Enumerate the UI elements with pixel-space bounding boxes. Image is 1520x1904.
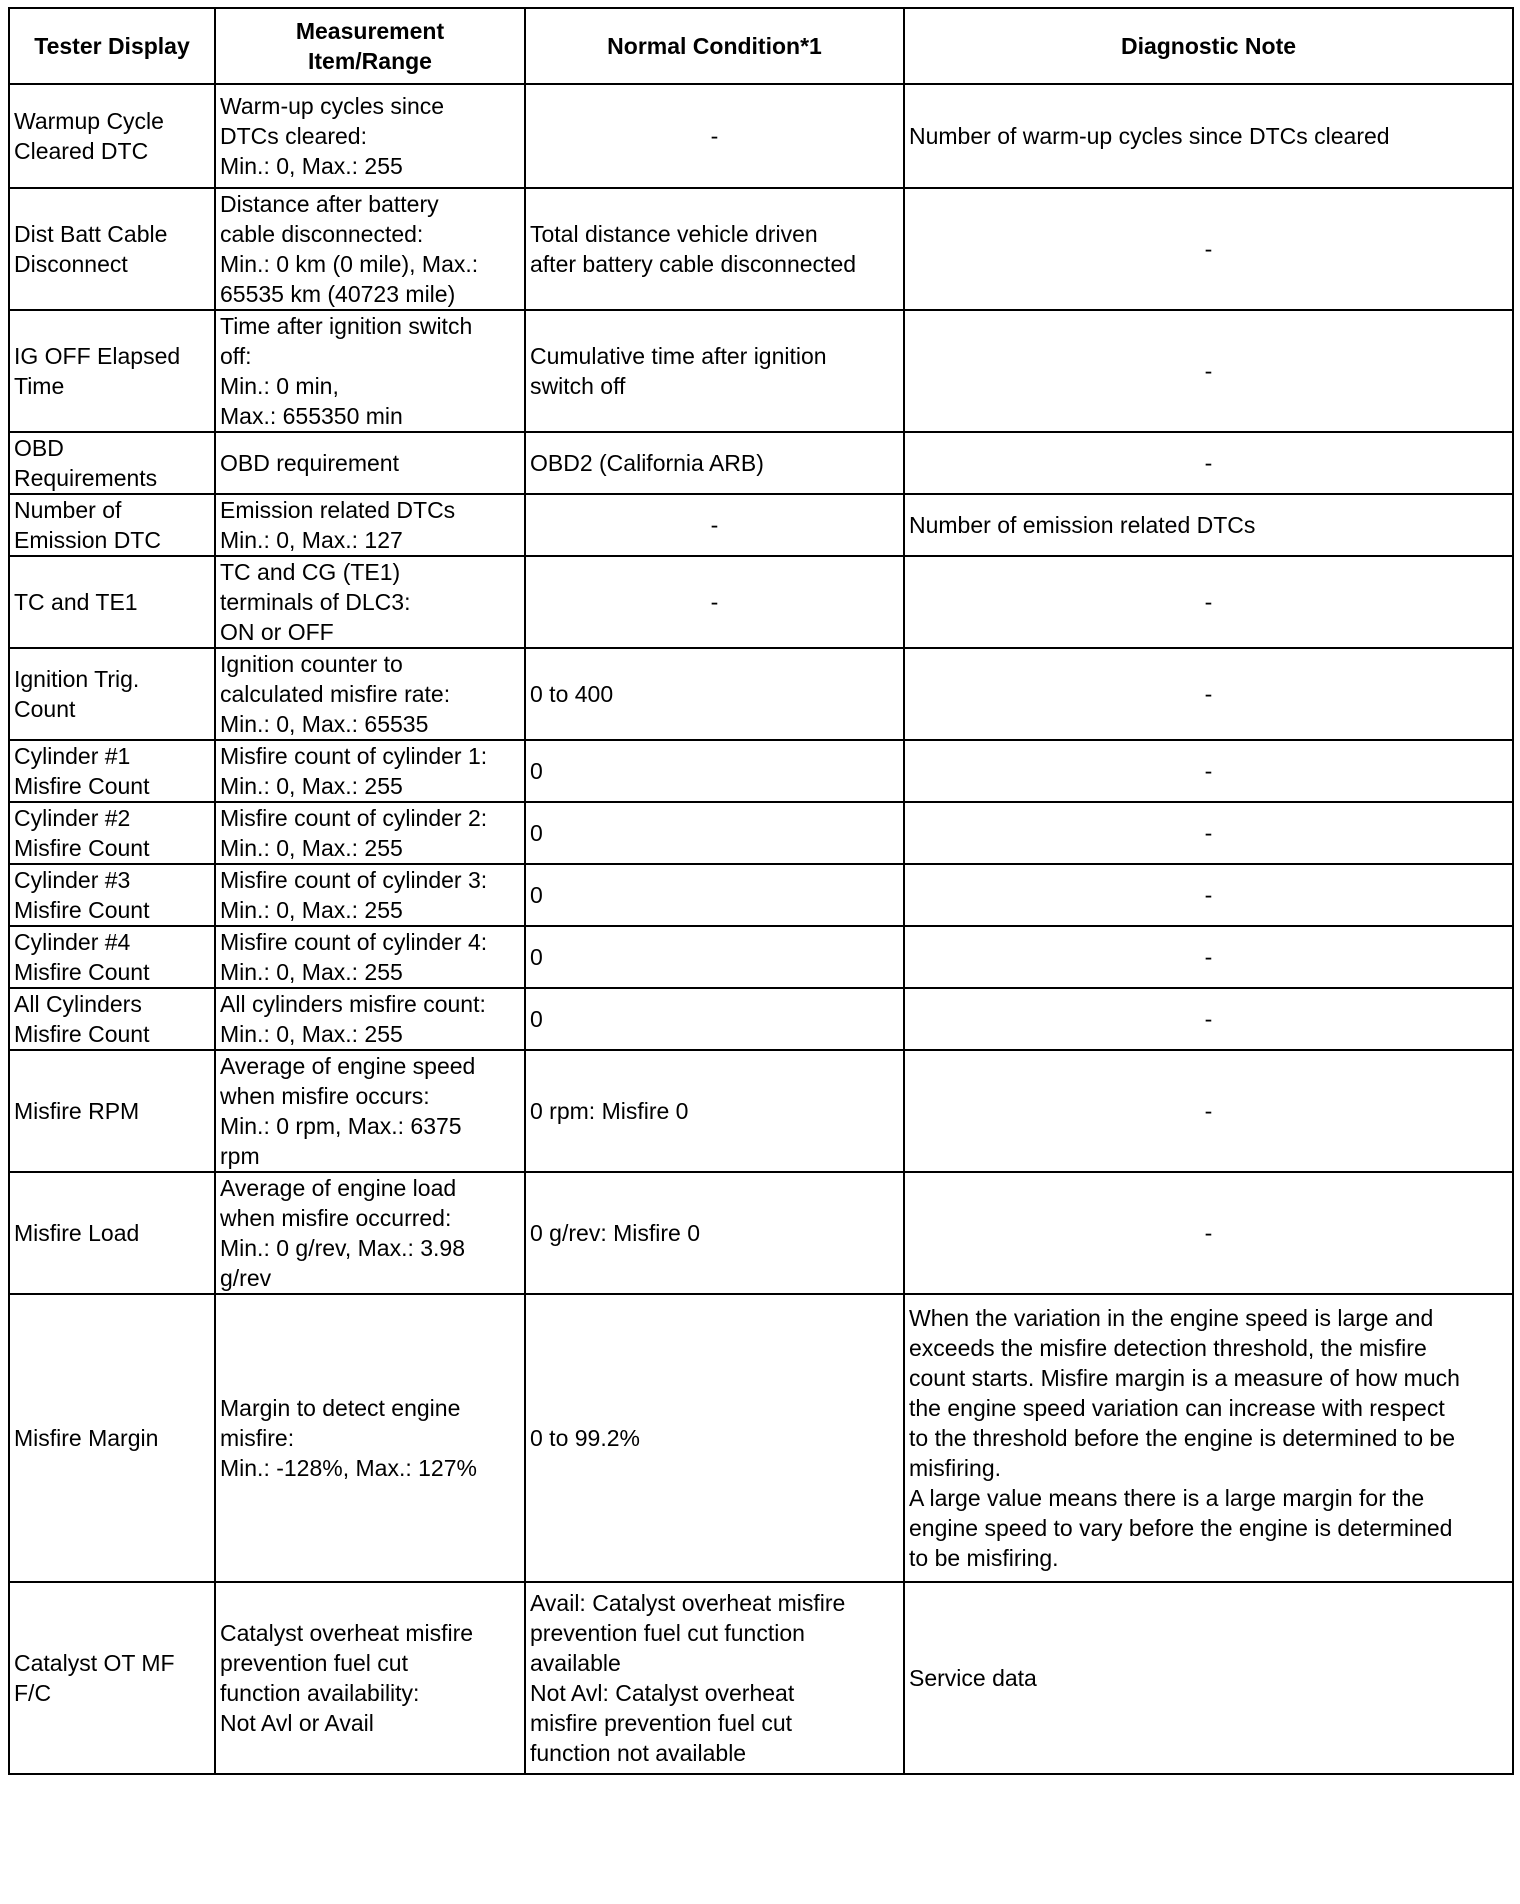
cell-tester-display-text: Warmup Cycle Cleared DTC (14, 108, 164, 164)
cell-normal-condition-text: Avail: Catalyst overheat misfire prevention fuel cut function available Not Avl: Catalyst overheat misfire prevention fuel cut function not available (530, 1590, 846, 1766)
cell-normal-condition-text: 0 rpm: Misfire 0 (530, 1098, 689, 1124)
cell-normal-condition-text: 0 (530, 1006, 543, 1032)
cell-normal-condition (525, 802, 904, 864)
cell-tester-display-text: IG OFF Elapsed Time (14, 343, 181, 399)
cell-measurement-item (215, 1582, 525, 1774)
cell-measurement-item-text: Ignition counter to calculated misfire rate: Min.: 0, Max.: 65535 (220, 651, 451, 737)
cell-measurement-item-text: Distance after battery cable disconnected: Min.: 0 km (0 mile), Max.: 65535 km (40723 mile) (220, 191, 479, 307)
cell-measurement-item (215, 648, 525, 740)
table-row (9, 926, 1513, 988)
table-row (9, 84, 1513, 188)
cell-measurement-item (215, 188, 525, 310)
cell-tester-display (9, 556, 215, 648)
cell-diagnostic-note (904, 432, 1513, 494)
cell-measurement-item-text: Misfire count of cylinder 2: Min.: 0, Max.: 255 (220, 805, 488, 861)
header-measurement-item: Measurement Item/Range (215, 8, 525, 84)
table-row (9, 802, 1513, 864)
cell-normal-condition (525, 648, 904, 740)
cell-tester-display-text: Cylinder #3 Misfire Count (14, 867, 150, 923)
cell-normal-condition-text: Cumulative time after ignition switch off (530, 343, 827, 399)
cell-diagnostic-note-text: Service data (909, 1665, 1037, 1691)
cell-normal-condition (525, 432, 904, 494)
cell-diagnostic-note-text: Number of emission related DTCs (909, 512, 1256, 538)
cell-tester-display (9, 1050, 215, 1172)
cell-tester-display (9, 802, 215, 864)
cell-measurement-item (215, 1294, 525, 1582)
cell-tester-display (9, 740, 215, 802)
cell-normal-condition-text: Total distance vehicle driven after battery cable disconnected (530, 221, 857, 277)
header-normal-condition: Normal Condition*1 (525, 8, 904, 84)
cell-normal-condition (525, 494, 904, 556)
cell-measurement-item-text: OBD requirement (220, 450, 399, 476)
cell-measurement-item-text: All cylinders misfire count: Min.: 0, Max.: 255 (220, 991, 486, 1047)
cell-diagnostic-note-text: When the variation in the engine speed is large and exceeds the misfire detection threshold, the misfire count starts. Misfire margin is a measure of how much the engine speed variation can increase with respect to the threshold before the engine is determined to be misfiring. A large value means there is a large margin for the engine speed to vary before the engine is determined to be misfiring. (909, 1305, 1460, 1571)
cell-normal-condition-text: 0 (530, 820, 543, 846)
cell-normal-condition-text: 0 to 99.2% (530, 1425, 640, 1451)
cell-tester-display-text: Catalyst OT MF F/C (14, 1650, 175, 1706)
cell-diagnostic-note-text: - (1204, 1220, 1213, 1246)
table-row (9, 864, 1513, 926)
cell-normal-condition-text: 0 (530, 944, 543, 970)
header-diagnostic-note: Diagnostic Note (904, 8, 1513, 84)
cell-normal-condition-text: 0 to 400 (530, 681, 614, 707)
cell-tester-display (9, 1172, 215, 1294)
cell-measurement-item-text: Warm-up cycles since DTCs cleared: Min.: 0, Max.: 255 (220, 93, 445, 179)
cell-tester-display-text: OBD Requirements (14, 435, 158, 491)
cell-diagnostic-note (904, 310, 1513, 432)
cell-tester-display (9, 310, 215, 432)
cell-normal-condition (525, 864, 904, 926)
cell-tester-display (9, 432, 215, 494)
cell-normal-condition (525, 1582, 904, 1774)
table-row (9, 648, 1513, 740)
cell-diagnostic-note-text: - (1204, 450, 1213, 476)
cell-diagnostic-note-text: - (1204, 1098, 1213, 1124)
cell-normal-condition-text: OBD2 (California ARB) (530, 450, 764, 476)
cell-measurement-item-text: Misfire count of cylinder 1: Min.: 0, Max.: 255 (220, 743, 488, 799)
cell-tester-display-text: Ignition Trig. Count (14, 666, 140, 722)
cell-diagnostic-note (904, 1050, 1513, 1172)
cell-measurement-item (215, 556, 525, 648)
cell-tester-display-text: Dist Batt Cable Disconnect (14, 221, 168, 277)
cell-normal-condition-text: - (710, 512, 719, 538)
cell-tester-display-text: All Cylinders Misfire Count (14, 991, 150, 1047)
cell-tester-display (9, 648, 215, 740)
cell-tester-display (9, 494, 215, 556)
cell-normal-condition (525, 988, 904, 1050)
cell-normal-condition-text: - (710, 589, 719, 615)
table-row (9, 310, 1513, 432)
table-row (9, 494, 1513, 556)
cell-tester-display-text: Misfire Margin (14, 1425, 159, 1451)
cell-diagnostic-note-text: Number of warm-up cycles since DTCs cleared (909, 123, 1390, 149)
cell-diagnostic-note-text: - (1204, 820, 1213, 846)
cell-normal-condition-text: - (710, 123, 719, 149)
cell-diagnostic-note-text: - (1204, 758, 1213, 784)
cell-tester-display (9, 864, 215, 926)
cell-normal-condition-text: 0 (530, 758, 543, 784)
cell-diagnostic-note-text: - (1204, 944, 1213, 970)
cell-measurement-item-text: Misfire count of cylinder 3: Min.: 0, Max.: 255 (220, 867, 488, 923)
cell-diagnostic-note (904, 648, 1513, 740)
cell-diagnostic-note (904, 1172, 1513, 1294)
cell-normal-condition (525, 84, 904, 188)
cell-measurement-item (215, 988, 525, 1050)
cell-diagnostic-note-text: - (1204, 358, 1213, 384)
cell-measurement-item (215, 926, 525, 988)
table-row (9, 1582, 1513, 1774)
cell-tester-display (9, 1582, 215, 1774)
cell-measurement-item-text: Misfire count of cylinder 4: Min.: 0, Max.: 255 (220, 929, 488, 985)
cell-measurement-item (215, 310, 525, 432)
data-list-table (8, 7, 1514, 1775)
cell-measurement-item (215, 802, 525, 864)
cell-measurement-item (215, 740, 525, 802)
table-row (9, 988, 1513, 1050)
cell-measurement-item (215, 864, 525, 926)
cell-diagnostic-note (904, 988, 1513, 1050)
cell-normal-condition (525, 1050, 904, 1172)
cell-diagnostic-note (904, 1294, 1513, 1582)
cell-measurement-item-text: Average of engine load when misfire occurred: Min.: 0 g/rev, Max.: 3.98 g/rev (220, 1175, 466, 1291)
cell-tester-display-text: Cylinder #2 Misfire Count (14, 805, 150, 861)
cell-diagnostic-note (904, 864, 1513, 926)
cell-tester-display-text: TC and TE1 (14, 589, 138, 615)
cell-measurement-item (215, 1050, 525, 1172)
table-row (9, 1050, 1513, 1172)
cell-diagnostic-note-text: - (1204, 882, 1213, 908)
cell-measurement-item (215, 1172, 525, 1294)
cell-tester-display (9, 1294, 215, 1582)
cell-normal-condition (525, 1294, 904, 1582)
cell-tester-display (9, 188, 215, 310)
document-page (8, 7, 1512, 1775)
table-row (9, 188, 1513, 310)
cell-diagnostic-note (904, 802, 1513, 864)
cell-tester-display (9, 926, 215, 988)
cell-measurement-item-text: Margin to detect engine misfire: Min.: -128%, Max.: 127% (220, 1395, 477, 1481)
table-header-row (9, 8, 1513, 84)
cell-diagnostic-note-text: - (1204, 236, 1213, 262)
cell-normal-condition-text: 0 g/rev: Misfire 0 (530, 1220, 700, 1246)
cell-tester-display-text: Misfire Load (14, 1220, 140, 1246)
cell-diagnostic-note (904, 84, 1513, 188)
cell-tester-display-text: Cylinder #4 Misfire Count (14, 929, 150, 985)
cell-diagnostic-note (904, 494, 1513, 556)
table-row (9, 1294, 1513, 1582)
cell-tester-display (9, 988, 215, 1050)
cell-measurement-item-text: Time after ignition switch off: Min.: 0 min, Max.: 655350 min (220, 313, 473, 429)
table-row (9, 1172, 1513, 1294)
cell-measurement-item-text: TC and CG (TE1) terminals of DLC3: ON or OFF (220, 559, 411, 645)
cell-normal-condition-text: 0 (530, 882, 543, 908)
table-row (9, 740, 1513, 802)
cell-diagnostic-note-text: - (1204, 1006, 1213, 1032)
cell-tester-display (9, 84, 215, 188)
cell-measurement-item (215, 432, 525, 494)
cell-tester-display-text: Misfire RPM (14, 1098, 140, 1124)
cell-normal-condition (525, 556, 904, 648)
cell-tester-display-text: Cylinder #1 Misfire Count (14, 743, 150, 799)
cell-measurement-item-text: Average of engine speed when misfire occurs: Min.: 0 rpm, Max.: 6375 rpm (220, 1053, 476, 1169)
cell-normal-condition (525, 926, 904, 988)
cell-measurement-item-text: Catalyst overheat misfire prevention fuel cut function availability: Not Avl or Avail (220, 1620, 474, 1736)
cell-normal-condition (525, 188, 904, 310)
cell-diagnostic-note-text: - (1204, 589, 1213, 615)
cell-normal-condition (525, 310, 904, 432)
cell-normal-condition (525, 740, 904, 802)
cell-diagnostic-note (904, 926, 1513, 988)
cell-measurement-item-text: Emission related DTCs Min.: 0, Max.: 127 (220, 497, 456, 553)
cell-normal-condition (525, 1172, 904, 1294)
cell-diagnostic-note (904, 188, 1513, 310)
cell-diagnostic-note-text: - (1204, 681, 1213, 707)
cell-measurement-item (215, 494, 525, 556)
cell-diagnostic-note (904, 740, 1513, 802)
cell-diagnostic-note (904, 1582, 1513, 1774)
cell-diagnostic-note (904, 556, 1513, 648)
table-row (9, 432, 1513, 494)
cell-tester-display-text: Number of Emission DTC (14, 497, 161, 553)
table-row (9, 556, 1513, 648)
header-tester-display: Tester Display (9, 8, 215, 84)
cell-measurement-item (215, 84, 525, 188)
